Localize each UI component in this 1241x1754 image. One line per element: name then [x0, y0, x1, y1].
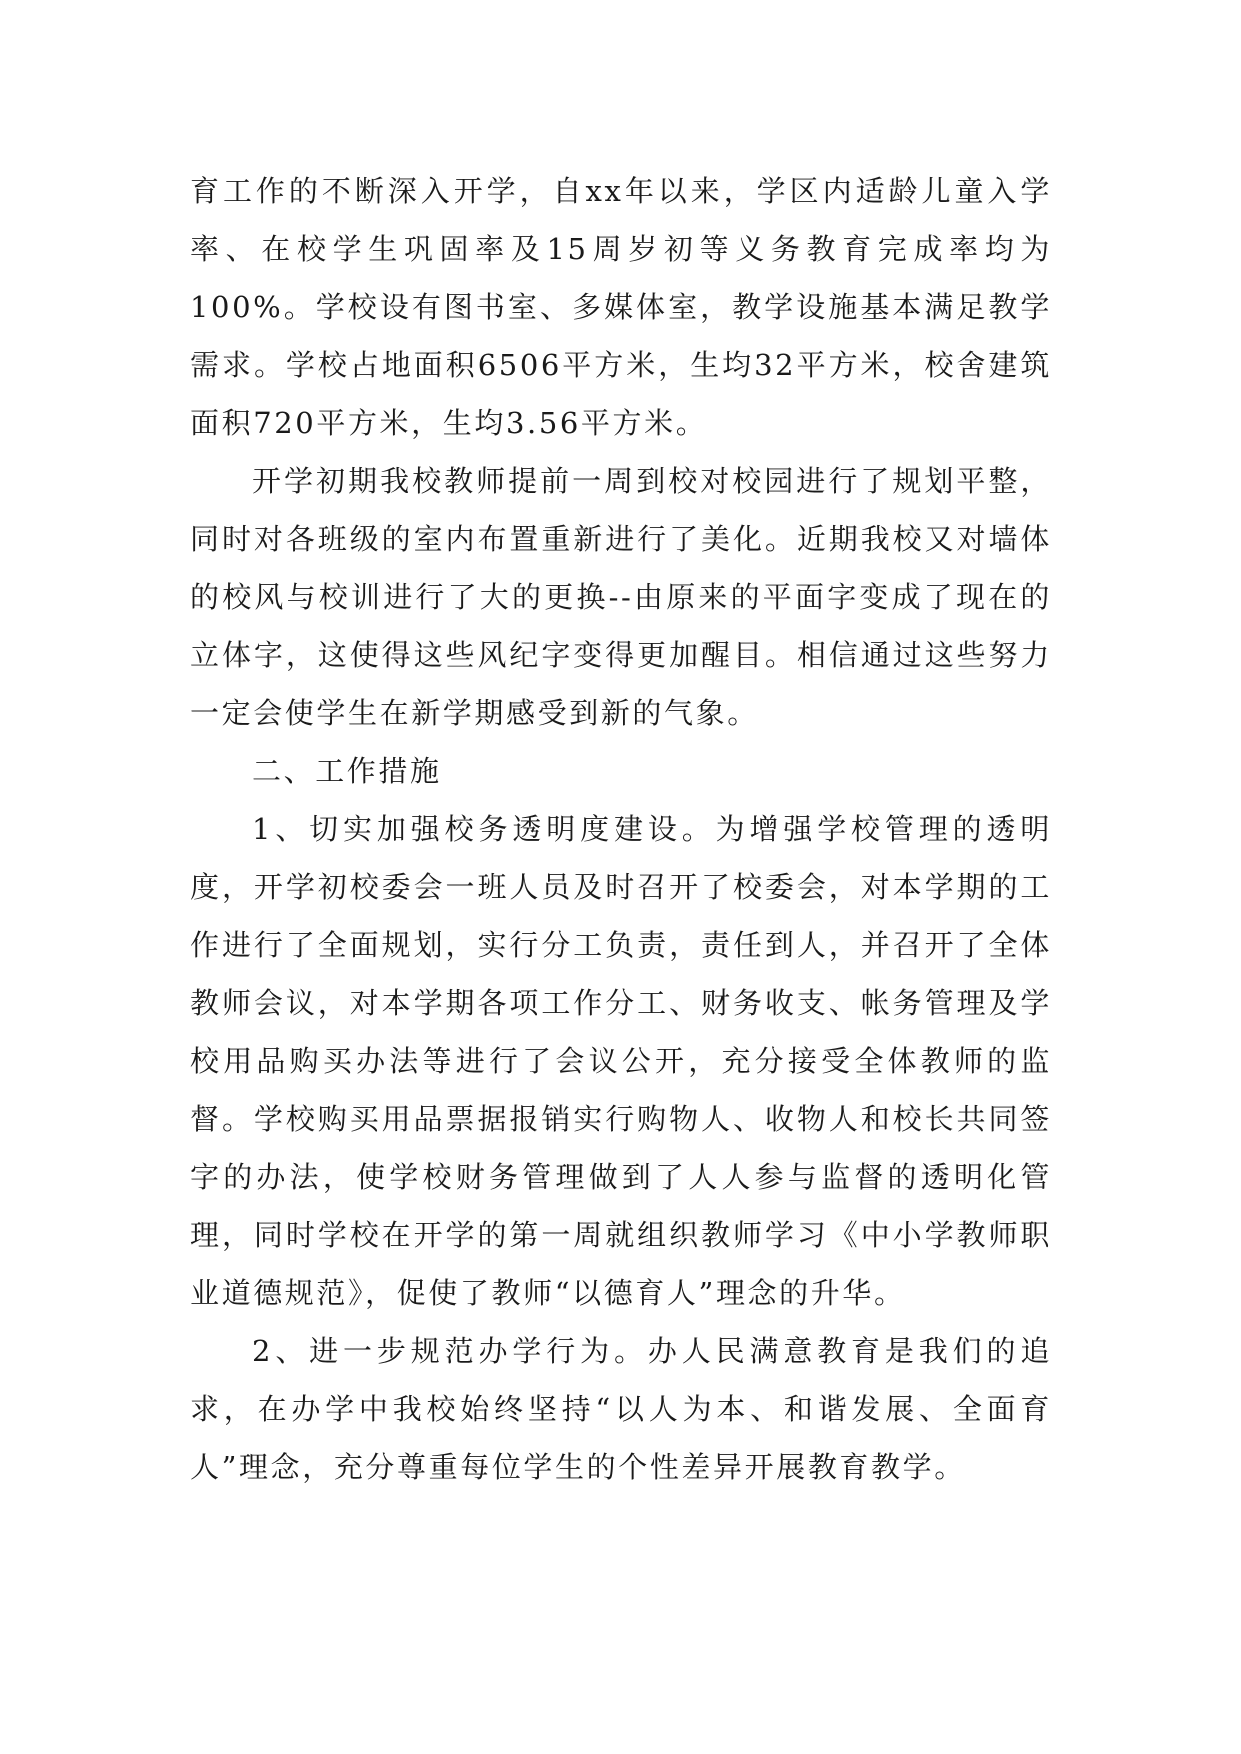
paragraph-transparency-measure: 1、切实加强校务透明度建设。为增强学校管理的透明度，开学初校委会一班人员及时召开了校委会，对本学期的工作进行了全面规划，实行分工负责，责任到人，并召开了全体教师会议，对本学期各项工作分工、财务收支、帐务管理及学校用品购买办法等进行了会议公开，充分接受全体教师的监督。学校购买用品票据报销实行购物人、收物人和校长共同签字的办法，使学校财务管理做到了人人参与监督的透明化管理，同时学校在开学的第一周就组织教师学习《中小学教师职业道德规范》，促使了教师“以德育人”理念的升华。 [190, 812, 1052, 1310]
paragraph-intro-continuation: 育工作的不断深入开学，自xx年以来，学区内适龄儿童入学率、在校学生巩固率及15周岁初等义务教育完成率均为100%。学校设有图书室、多媒体室，教学设施基本满足教学需求。学校占地面积6506平方米，生均32平方米，校舍建筑面积720平方米，生均3.56平方米。 [190, 174, 1052, 440]
document-body [190, 162, 1052, 1496]
section-heading-work-measures: 二、工作措施 [252, 754, 442, 788]
paragraph-standardize-schooling: 2、进一步规范办学行为。办人民满意教育是我们的追求，在办学中我校始终坚持“以人为本、和谐发展、全面育人”理念，充分尊重每位学生的个性差异开展教育教学。 [190, 1334, 1052, 1484]
paragraph-campus-improvement: 开学初期我校教师提前一周到校对校园进行了规划平整，同时对各班级的室内布置重新进行了美化。近期我校又对墙体的校风与校训进行了大的更换--由原来的平面字变成了现在的立体字，这使得这些风纪字变得更加醒目。相信通过这些努力一定会使学生在新学期感受到新的气象。 [190, 464, 1052, 730]
